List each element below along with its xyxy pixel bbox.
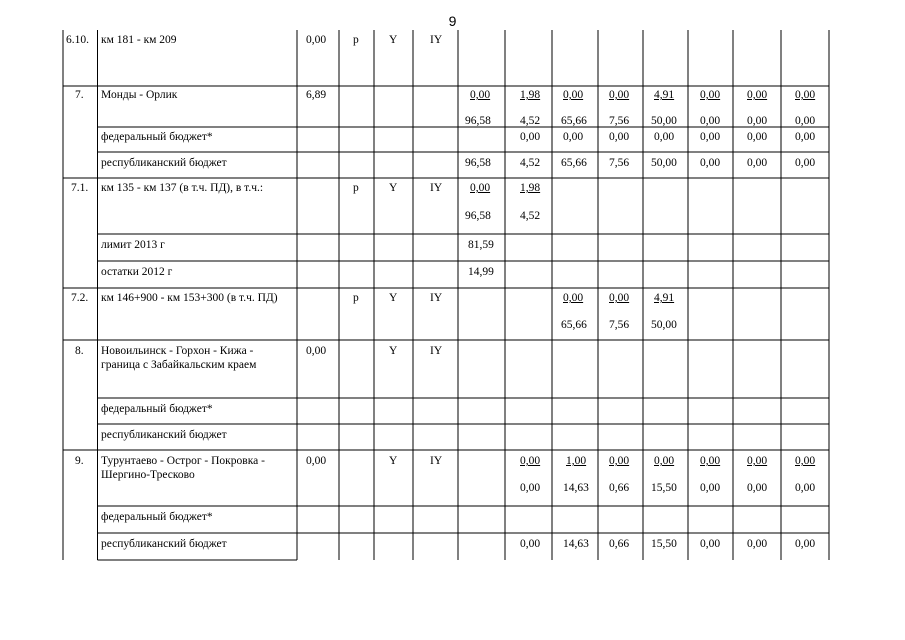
row-7-federal-value: 0,00 bbox=[654, 131, 675, 143]
row-7-value-bottom: 0,00 bbox=[747, 115, 768, 127]
row-8-ir: IY bbox=[430, 345, 443, 357]
row-7-value-top: 4,91 bbox=[654, 89, 675, 101]
row-7-1-ir: IY bbox=[430, 182, 443, 194]
row-7-federal-value: 0,00 bbox=[747, 131, 768, 143]
row-7-name: Монды - Орлик bbox=[101, 89, 178, 101]
row-7-2-p: р bbox=[353, 292, 359, 304]
row-9-value-top: 0,00 bbox=[609, 455, 630, 467]
row-6-10-name: км 181 - км 209 bbox=[101, 34, 177, 46]
row-6-10-length: 0,00 bbox=[306, 34, 327, 46]
row-7-value-bottom: 0,00 bbox=[795, 115, 816, 127]
row-7-federal-value: 0,00 bbox=[795, 131, 816, 143]
row-7-federal-value: 0,00 bbox=[609, 131, 630, 143]
row-7-republic-value: 96,58 bbox=[465, 157, 491, 169]
row-6-10-p: р bbox=[353, 34, 359, 46]
row-9-value-top: 0,00 bbox=[795, 455, 816, 467]
row-7-2-name: км 146+900 - км 153+300 (в т.ч. ПД) bbox=[101, 292, 278, 304]
row-7-value-top: 0,00 bbox=[470, 89, 491, 101]
row-7-2-value-top: 4,91 bbox=[654, 292, 675, 304]
row-9-name: Турунтаево - Острог - Покровка - Шергино-Тресково bbox=[101, 455, 265, 481]
row-7-value-top: 0,00 bbox=[795, 89, 816, 101]
row-7-1-value-top: 0,00 bbox=[470, 182, 491, 194]
row-9-republic-value: 0,00 bbox=[700, 538, 721, 550]
row-9-value-bottom: 0,00 bbox=[700, 482, 721, 494]
row-7-2-category: Y bbox=[389, 292, 398, 304]
row-7-1-p: р bbox=[353, 182, 359, 194]
row-6-10-category: Y bbox=[389, 34, 398, 46]
row-9-republic-value: 0,00 bbox=[795, 538, 816, 550]
row-7-1-value-top: 1,98 bbox=[520, 182, 541, 194]
row-7-value-top: 0,00 bbox=[747, 89, 768, 101]
row-9-value-top: 0,00 bbox=[654, 455, 675, 467]
row-9-number: 9. bbox=[75, 455, 84, 467]
row-9-republic-value: 0,00 bbox=[747, 538, 768, 550]
row-9-value-top: 1,00 bbox=[566, 455, 587, 467]
row-8-republic-label: республиканский бюджет bbox=[101, 429, 227, 441]
row-6-10-number: 6.10. bbox=[66, 34, 89, 46]
row-7-republic-label: республиканский бюджет bbox=[101, 157, 227, 169]
row-7-value-bottom: 4,52 bbox=[520, 115, 541, 127]
row-9-value-bottom: 0,00 bbox=[795, 482, 816, 494]
row-7-2-number: 7.2. bbox=[71, 292, 89, 304]
row-9-value-top: 0,00 bbox=[700, 455, 721, 467]
row-9-value-bottom: 0,00 bbox=[520, 482, 541, 494]
row-7-number: 7. bbox=[75, 89, 84, 101]
row-7-1-limit-label: лимит 2013 г bbox=[101, 239, 165, 251]
row-7-1-rest-value: 14,99 bbox=[468, 266, 494, 278]
row-9-category: Y bbox=[389, 455, 398, 467]
row-9-length: 0,00 bbox=[306, 455, 327, 467]
row-7-republic-value: 0,00 bbox=[747, 157, 768, 169]
row-6-10-ir: IY bbox=[430, 34, 443, 46]
row-8-number: 8. bbox=[75, 345, 84, 357]
row-9-value-bottom: 15,50 bbox=[651, 482, 677, 494]
row-7-federal-value: 0,00 bbox=[520, 131, 541, 143]
row-9-value-bottom: 14,63 bbox=[563, 482, 589, 494]
row-7-republic-value: 0,00 bbox=[795, 157, 816, 169]
row-7-length: 6,89 bbox=[306, 89, 327, 101]
row-7-value-bottom: 0,00 bbox=[700, 115, 721, 127]
row-9-ir: IY bbox=[430, 455, 443, 467]
row-7-republic-value: 50,00 bbox=[651, 157, 677, 169]
row-7-value-bottom: 65,66 bbox=[561, 115, 587, 127]
row-7-2-value-bottom: 7,56 bbox=[609, 319, 630, 331]
row-7-1-name: км 135 - км 137 (в т.ч. ПД), в т.ч.: bbox=[101, 182, 264, 194]
row-7-republic-value: 65,66 bbox=[561, 157, 587, 169]
row-7-1-number: 7.1. bbox=[71, 182, 89, 194]
row-9-value-top: 0,00 bbox=[520, 455, 541, 467]
row-7-value-bottom: 7,56 bbox=[609, 115, 630, 127]
row-9-republic-value: 14,63 bbox=[563, 538, 589, 550]
row-7-2-value-bottom: 50,00 bbox=[651, 319, 677, 331]
row-7-republic-value: 0,00 bbox=[700, 157, 721, 169]
row-7-federal-value: 0,00 bbox=[700, 131, 721, 143]
row-7-1-rest-label: остатки 2012 г bbox=[101, 266, 173, 278]
row-7-1-value-bottom: 4,52 bbox=[520, 210, 541, 222]
row-9-republic-label: республиканский бюджет bbox=[101, 538, 227, 550]
row-7-1-limit-value: 81,59 bbox=[468, 239, 494, 251]
row-9-value-bottom: 0,00 bbox=[747, 482, 768, 494]
row-9-value-bottom: 0,66 bbox=[609, 482, 630, 494]
row-7-2-ir: IY bbox=[430, 292, 443, 304]
row-7-1-value-bottom: 96,58 bbox=[465, 210, 491, 222]
row-9-federal-label: федеральный бюджет* bbox=[101, 511, 213, 523]
row-7-value-top: 0,00 bbox=[609, 89, 630, 101]
row-7-2-value-top: 0,00 bbox=[609, 292, 630, 304]
row-8-name: Новоильинск - Горхон - Кижа - граница с Забайкальским краем bbox=[101, 345, 257, 371]
page-number: 9 bbox=[448, 13, 457, 29]
row-9-republic-value: 0,66 bbox=[609, 538, 630, 550]
row-7-2-value-top: 0,00 bbox=[563, 292, 584, 304]
row-8-federal-label: федеральный бюджет* bbox=[101, 403, 213, 415]
row-7-federal-label: федеральный бюджет* bbox=[101, 131, 213, 143]
row-7-value-bottom: 50,00 bbox=[651, 115, 677, 127]
row-7-value-top: 0,00 bbox=[563, 89, 584, 101]
row-9-value-top: 0,00 bbox=[747, 455, 768, 467]
row-7-value-bottom: 96,58 bbox=[465, 115, 491, 127]
row-7-republic-value: 4,52 bbox=[520, 157, 541, 169]
row-7-value-top: 0,00 bbox=[700, 89, 721, 101]
row-7-republic-value: 7,56 bbox=[609, 157, 630, 169]
row-7-1-category: Y bbox=[389, 182, 398, 194]
row-9-republic-value: 0,00 bbox=[520, 538, 541, 550]
row-9-republic-value: 15,50 bbox=[651, 538, 677, 550]
row-7-value-top: 1,98 bbox=[520, 89, 541, 101]
row-7-2-value-bottom: 65,66 bbox=[561, 319, 587, 331]
row-8-category: Y bbox=[389, 345, 398, 357]
row-8-length: 0,00 bbox=[306, 345, 327, 357]
row-7-federal-value: 0,00 bbox=[563, 131, 584, 143]
